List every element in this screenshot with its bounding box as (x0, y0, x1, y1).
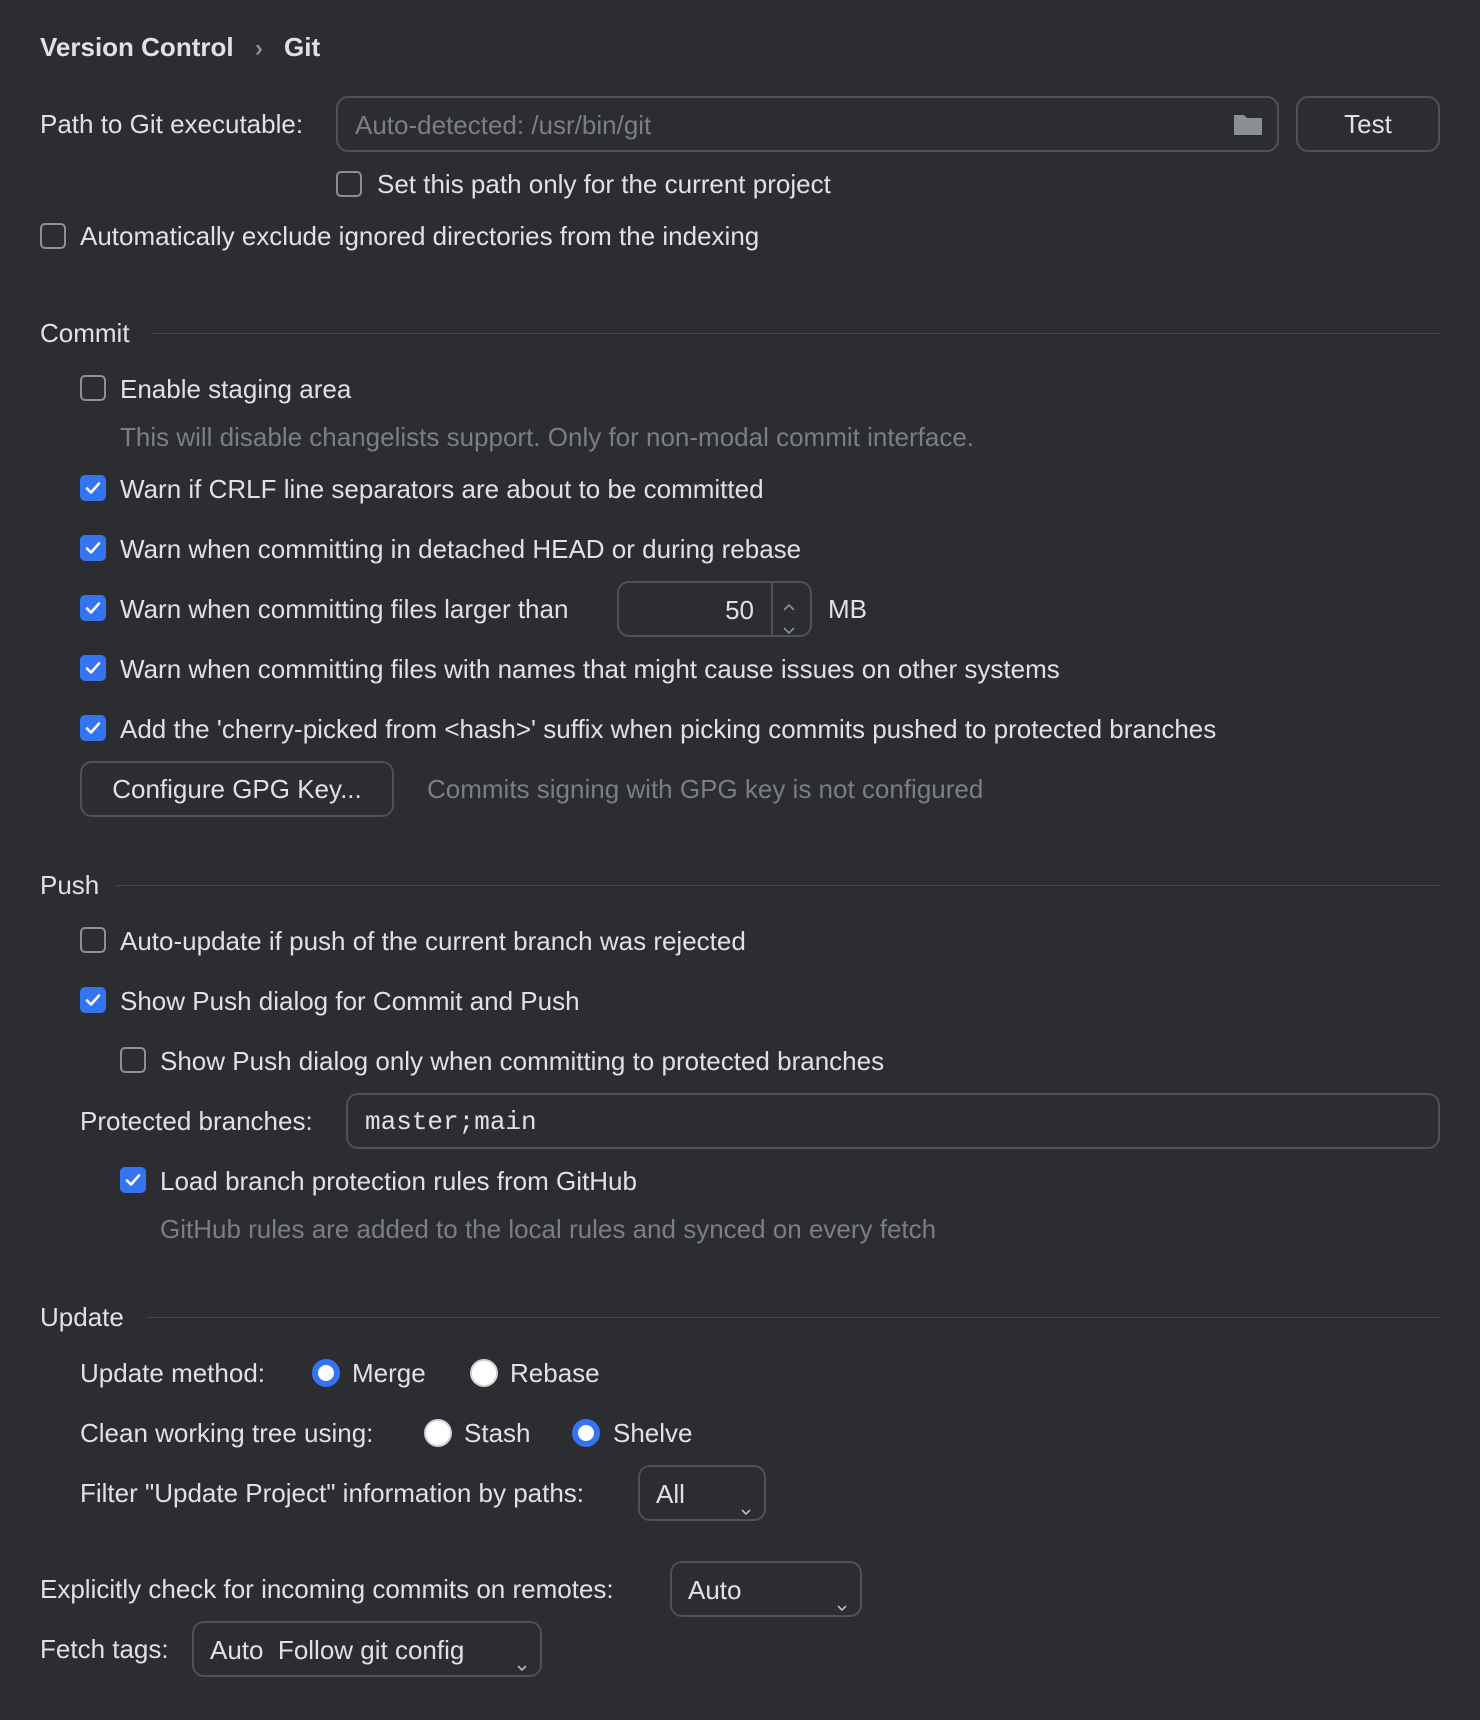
staging-label: Enable staging area (120, 374, 352, 404)
stash-label: Stash (464, 1418, 531, 1448)
git-path-label: Path to Git executable: (40, 109, 304, 139)
current-project-checkbox[interactable] (336, 171, 362, 197)
large-files-unit: MB (828, 594, 867, 624)
filter-paths-value: All (656, 1479, 685, 1509)
auto-update-label: Auto-update if push of the current branch was rejected (120, 926, 746, 956)
incoming-label: Explicitly check for incoming commits on remotes: (40, 1574, 614, 1604)
fetch-tags-value: Auto Follow git config (210, 1635, 465, 1665)
protected-branches-input[interactable] (346, 1093, 1440, 1149)
show-push-dialog-label: Show Push dialog for Commit and Push (120, 986, 580, 1016)
incoming-dropdown[interactable] (670, 1561, 862, 1617)
load-github-label: Load branch protection rules from GitHub (160, 1166, 637, 1196)
large-files-label: Warn when committing files larger than (120, 594, 569, 624)
protected-branches-label: Protected branches: (80, 1106, 313, 1136)
breadcrumb (40, 32, 320, 63)
large-files-checkbox[interactable] (80, 595, 106, 621)
update-method-label: Update method: (80, 1358, 266, 1388)
show-push-protected-label: Show Push dialog only when committing to protected branches (160, 1046, 885, 1076)
merge-label: Merge (352, 1358, 426, 1388)
names-checkbox[interactable] (80, 655, 106, 681)
fetch-tags-dropdown[interactable] (192, 1621, 542, 1677)
clean-tree-label: Clean working tree using: (80, 1418, 374, 1448)
git-path-placeholder: Auto-detected: /usr/bin/git (355, 110, 652, 140)
update-section-title: Update (40, 1302, 124, 1332)
push-divider (116, 885, 1440, 886)
crlf-checkbox[interactable] (80, 475, 106, 501)
load-github-hint: GitHub rules are added to the local rules and synced on every fetch (160, 1214, 937, 1244)
folder-icon[interactable] (1233, 112, 1263, 143)
spinner-divider (771, 583, 773, 635)
cherry-checkbox[interactable] (80, 715, 106, 741)
gpg-status: Commits signing with GPG key is not configured (427, 774, 984, 804)
incoming-value: Auto (688, 1575, 742, 1605)
git-path-input[interactable] (336, 96, 1279, 152)
cherry-label: Add the 'cherry-picked from <hash>' suffix when picking commits pushed to protected branches (120, 714, 1217, 744)
detached-label: Warn when committing in detached HEAD or during rebase (120, 534, 802, 564)
shelve-radio[interactable] (572, 1419, 600, 1447)
show-push-dialog-checkbox[interactable] (80, 987, 106, 1013)
crlf-label: Warn if CRLF line separators are about to be committed (120, 474, 764, 504)
shelve-label: Shelve (613, 1418, 693, 1448)
protected-branches-value: master;main (365, 1107, 537, 1137)
exclude-ignored-checkbox[interactable] (40, 223, 66, 249)
chevron-down-icon (740, 1493, 752, 1524)
fetch-tags-label: Fetch tags: (40, 1634, 169, 1664)
filter-paths-dropdown[interactable] (638, 1465, 766, 1521)
filter-paths-label: Filter "Update Project" information by paths: (80, 1478, 585, 1508)
show-push-protected-checkbox[interactable] (120, 1047, 146, 1073)
chevron-right-icon: › (254, 35, 263, 62)
large-files-spinner[interactable] (617, 581, 812, 637)
staging-hint: This will disable changelists support. Only for non-modal commit interface. (120, 422, 975, 452)
chevron-down-icon (516, 1649, 528, 1680)
breadcrumb-parent[interactable]: Version Control (40, 32, 234, 62)
commit-section-title: Commit (40, 318, 130, 348)
load-github-checkbox[interactable] (120, 1167, 146, 1193)
auto-update-checkbox[interactable] (80, 927, 106, 953)
chevron-down-icon (836, 1589, 848, 1620)
configure-gpg-button[interactable]: Configure GPG Key... (80, 761, 394, 817)
stash-radio[interactable] (424, 1419, 452, 1447)
staging-checkbox[interactable] (80, 375, 106, 401)
update-divider (146, 1317, 1440, 1318)
chevron-down-icon[interactable] (781, 613, 797, 644)
exclude-ignored-label: Automatically exclude ignored directories from the indexing (80, 221, 760, 251)
current-project-label: Set this path only for the current project (377, 169, 831, 199)
merge-radio[interactable] (312, 1359, 340, 1387)
rebase-radio[interactable] (470, 1359, 498, 1387)
commit-divider (152, 333, 1440, 334)
detached-checkbox[interactable] (80, 535, 106, 561)
large-files-value: 50 (725, 595, 754, 625)
push-section-title: Push (40, 870, 100, 900)
names-label: Warn when committing files with names that might cause issues on other systems (120, 654, 1060, 684)
test-button[interactable]: Test (1296, 96, 1440, 152)
rebase-label: Rebase (510, 1358, 600, 1388)
breadcrumb-current: Git (284, 32, 321, 62)
